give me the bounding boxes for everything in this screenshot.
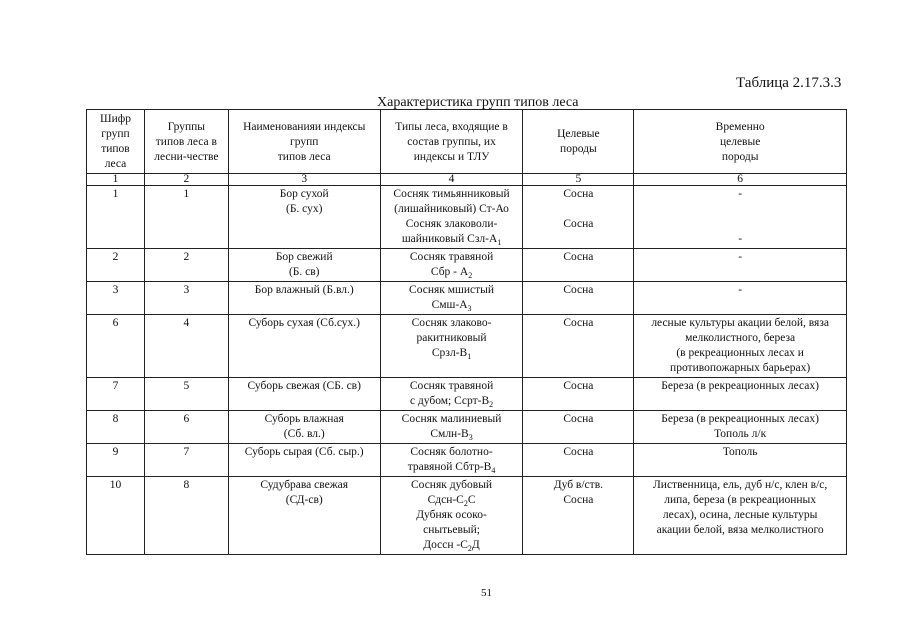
temporary-species-cell-line: лесах), осина, лесные культуры (662, 509, 818, 521)
column-number: 3 (228, 174, 380, 186)
temporary-species-cell (634, 411, 847, 444)
column-number: 1 (87, 174, 145, 186)
forestry-group-cell: 3 (144, 282, 228, 315)
group-name-cell-line: (Сб. вл.) (283, 428, 325, 440)
temporary-species-cell-line: Береза (в рекреационных лесах) (661, 413, 819, 425)
temporary-species-cell-line: Береза (в рекреационных лесах) (661, 380, 819, 392)
group-code-cell: 10 (87, 477, 145, 555)
forest-types-cell-line: травяной Сбтр-$В_4$ (407, 461, 496, 475)
temporary-species-cell-line: лесные культуры акации белой, вяза (651, 317, 829, 329)
column-header-4 (380, 110, 523, 174)
table-row (87, 411, 847, 444)
forest-types-cell (380, 249, 523, 282)
column-header-3 (228, 110, 380, 174)
forestry-group-cell: 2 (144, 249, 228, 282)
group-code-cell: 9 (87, 444, 145, 477)
forest-types-cell-line: Смш-$А_3$ (431, 299, 472, 313)
group-name-cell-line: Бор сухой (279, 188, 329, 200)
target-species-cell-line: Сосна (563, 317, 594, 329)
target-species-cell (523, 378, 634, 411)
group-name-cell-line: Суборь сырая (Сб. сыр.) (244, 446, 364, 458)
forestry-group-cell: 6 (144, 411, 228, 444)
column-header-line: индексы и ТЛУ (413, 150, 490, 163)
forest-types-cell-line: (лишайниковый) Ст-Ао (394, 203, 509, 215)
target-species-cell (523, 315, 634, 378)
column-header-line: лесни-честве (154, 150, 219, 163)
forest-types-cell-line: Сосняк тимьянниковый (393, 188, 510, 200)
group-code-cell: 8 (87, 411, 145, 444)
target-species-cell (523, 282, 634, 315)
forestry-group-cell: 5 (144, 378, 228, 411)
forest-types-cell (380, 411, 523, 444)
column-number: 2 (144, 174, 228, 186)
forest-types-cell-line: Сдсн-$С_2С$ (427, 494, 476, 508)
column-header-line: леса (104, 158, 127, 170)
forestry-group-cell: 8 (144, 477, 228, 555)
group-name-cell-line: (СД-св) (285, 494, 323, 506)
target-species-cell (523, 186, 634, 249)
forest-types-cell-line: шайниковый Сзл-$А_1$ (401, 233, 502, 247)
forest-types-cell-line: Дубняк осоко- (416, 509, 487, 521)
table-row (87, 186, 847, 249)
group-name-cell (228, 249, 380, 282)
group-name-cell-line: (Б. сух) (285, 203, 323, 215)
header-row (87, 110, 847, 174)
forest-types-cell-line: Сосняк злаковоли- (405, 218, 498, 230)
column-header-line: типов (101, 143, 130, 155)
forest-types-cell-line: Сосняк злаково- (411, 317, 492, 329)
column-header-2 (144, 110, 228, 174)
group-code-cell: 2 (87, 249, 145, 282)
forest-types-cell-line: с дубом; Ссрт-$В_2$ (409, 395, 494, 409)
target-species-cell (523, 249, 634, 282)
temporary-species-cell-line (637, 202, 843, 217)
forest-types-cell-line: Срзл-$В_1$ (431, 347, 472, 361)
target-species-cell-line: Сосна (563, 218, 594, 230)
column-header-5 (523, 110, 634, 174)
forest-types-cell (380, 444, 523, 477)
target-species-cell (523, 477, 634, 555)
temporary-species-cell-line: Тополь (722, 446, 758, 458)
group-name-cell-line: Суборь свежая (СБ. св) (247, 380, 361, 392)
forest-types-cell-line: Сосняк травяной (409, 380, 494, 392)
temporary-species-cell-line: - (738, 188, 743, 200)
temporary-species-cell-line: (в рекреационных лесах и (676, 347, 804, 359)
target-species-cell-line: Сосна (563, 446, 594, 458)
column-header-line: групп (101, 128, 130, 140)
target-species-cell-line: Сосна (563, 380, 594, 392)
column-header-line: Шифр (99, 113, 131, 125)
forest-types-cell-line: Сосняк дубовый (411, 479, 493, 491)
temporary-species-cell (634, 378, 847, 411)
temporary-species-cell-line (637, 217, 843, 232)
group-name-cell (228, 477, 380, 555)
column-number: 5 (523, 174, 634, 186)
column-header-line: Типы леса, входящие в (395, 120, 508, 133)
target-species-cell-line: Сосна (563, 413, 594, 425)
column-number-row (87, 174, 847, 186)
group-name-cell-line: Суборь влажная (264, 413, 344, 425)
forestry-group-cell: 7 (144, 444, 228, 477)
forestry-group-cell: 4 (144, 315, 228, 378)
group-name-cell (228, 444, 380, 477)
column-header-line: типов леса (277, 150, 331, 163)
group-name-cell (228, 315, 380, 378)
forest-types-cell (380, 282, 523, 315)
column-header-1 (87, 110, 145, 174)
group-name-cell (228, 282, 380, 315)
temporary-species-cell (634, 444, 847, 477)
table-row (87, 477, 847, 555)
forest-types-cell-line: Сосняк болотно- (410, 446, 493, 458)
table-header (87, 110, 847, 186)
table-row (87, 378, 847, 411)
group-name-cell-line: Судубрава свежая (260, 479, 349, 491)
forestry-group-cell: 1 (144, 186, 228, 249)
temporary-species-cell (634, 249, 847, 282)
forest-types-table (86, 109, 847, 555)
table-row (87, 249, 847, 282)
target-species-cell-line: Сосна (563, 494, 594, 506)
forest-types-cell-line: ракитниковый (416, 332, 487, 344)
temporary-species-cell (634, 315, 847, 378)
forest-types-cell (380, 186, 523, 249)
temporary-species-cell-line: - (738, 233, 743, 245)
table-row (87, 444, 847, 477)
group-code-cell: 3 (87, 282, 145, 315)
forest-types-cell (380, 315, 523, 378)
group-code-cell: 1 (87, 186, 145, 249)
temporary-species-cell (634, 282, 847, 315)
forest-types-cell-line: Доссн $-С_2Д$ (423, 539, 480, 553)
temporary-species-cell-line: Лиственница, ель, дуб н/с, клен в/с, (652, 479, 828, 491)
group-code-cell: 6 (87, 315, 145, 378)
column-header-6 (634, 110, 847, 174)
target-species-cell (523, 444, 634, 477)
column-number: 6 (634, 174, 847, 186)
temporary-species-cell-line: противопожарных барьерах) (670, 362, 811, 374)
target-species-cell-line: Сосна (563, 188, 594, 200)
temporary-species-cell-line: липа, береза (в рекреационных (664, 494, 817, 506)
forest-types-cell-line: Смлн-$В_3$ (430, 428, 473, 442)
target-species-cell-line: Сосна (563, 284, 594, 296)
group-name-cell-line: Бор свежий (275, 251, 333, 263)
group-name-cell (228, 186, 380, 249)
temporary-species-cell-line: акации белой, вяза мелколистного (656, 524, 824, 536)
temporary-species-cell (634, 186, 847, 249)
table-label: Таблица 2.17.3.3 (736, 75, 842, 91)
column-header-line: групп (290, 135, 319, 148)
group-code-cell: 7 (87, 378, 145, 411)
group-name-cell (228, 411, 380, 444)
column-header-line: типов леса в (155, 135, 217, 148)
column-header-line: целевые (719, 135, 761, 148)
target-species-cell-line (526, 202, 630, 217)
column-header-line: состав группы, их (407, 135, 496, 148)
group-name-cell-line: Бор влажный (Б.вл.) (254, 284, 354, 296)
target-species-cell (523, 411, 634, 444)
page-number: 51 (481, 587, 492, 599)
group-name-cell-line: (Б. св) (288, 266, 320, 278)
forest-types-cell-line: Сосняк травяной (409, 251, 494, 263)
forest-types-cell-line: Сбр - $А_2$ (430, 266, 473, 280)
target-species-cell-line: Сосна (563, 251, 594, 263)
temporary-species-cell-line: - (738, 251, 743, 263)
forest-types-cell (380, 378, 523, 411)
forest-types-cell-line: Сосняк малиниевый (401, 413, 502, 425)
column-header-line: Целевые (557, 128, 600, 140)
table-row (87, 315, 847, 378)
column-number: 4 (380, 174, 523, 186)
table-row (87, 282, 847, 315)
column-header-line: Наименованияи индексы (243, 120, 366, 133)
column-header-line: породы (721, 150, 759, 163)
temporary-species-cell-line: - (738, 284, 743, 296)
column-header-line: Группы (167, 120, 206, 133)
temporary-species-cell-line: Тополь л/к (714, 428, 767, 440)
forest-types-cell-line: Сосняк мшистый (409, 284, 495, 296)
group-name-cell-line: Суборь сухая (Сб.сух.) (248, 317, 360, 329)
table-body (87, 186, 847, 555)
forest-types-cell-line: снытьевый; (423, 524, 480, 536)
column-header-line: породы (560, 143, 597, 155)
table-title: Характеристика групп типов леса (377, 95, 579, 110)
group-name-cell (228, 378, 380, 411)
forest-types-cell (380, 477, 523, 555)
target-species-cell-line: Дуб в/ств. (553, 479, 603, 491)
temporary-species-cell-line: мелколистного, береза (685, 332, 796, 344)
temporary-species-cell (634, 477, 847, 555)
column-header-line: Временно (715, 120, 765, 133)
